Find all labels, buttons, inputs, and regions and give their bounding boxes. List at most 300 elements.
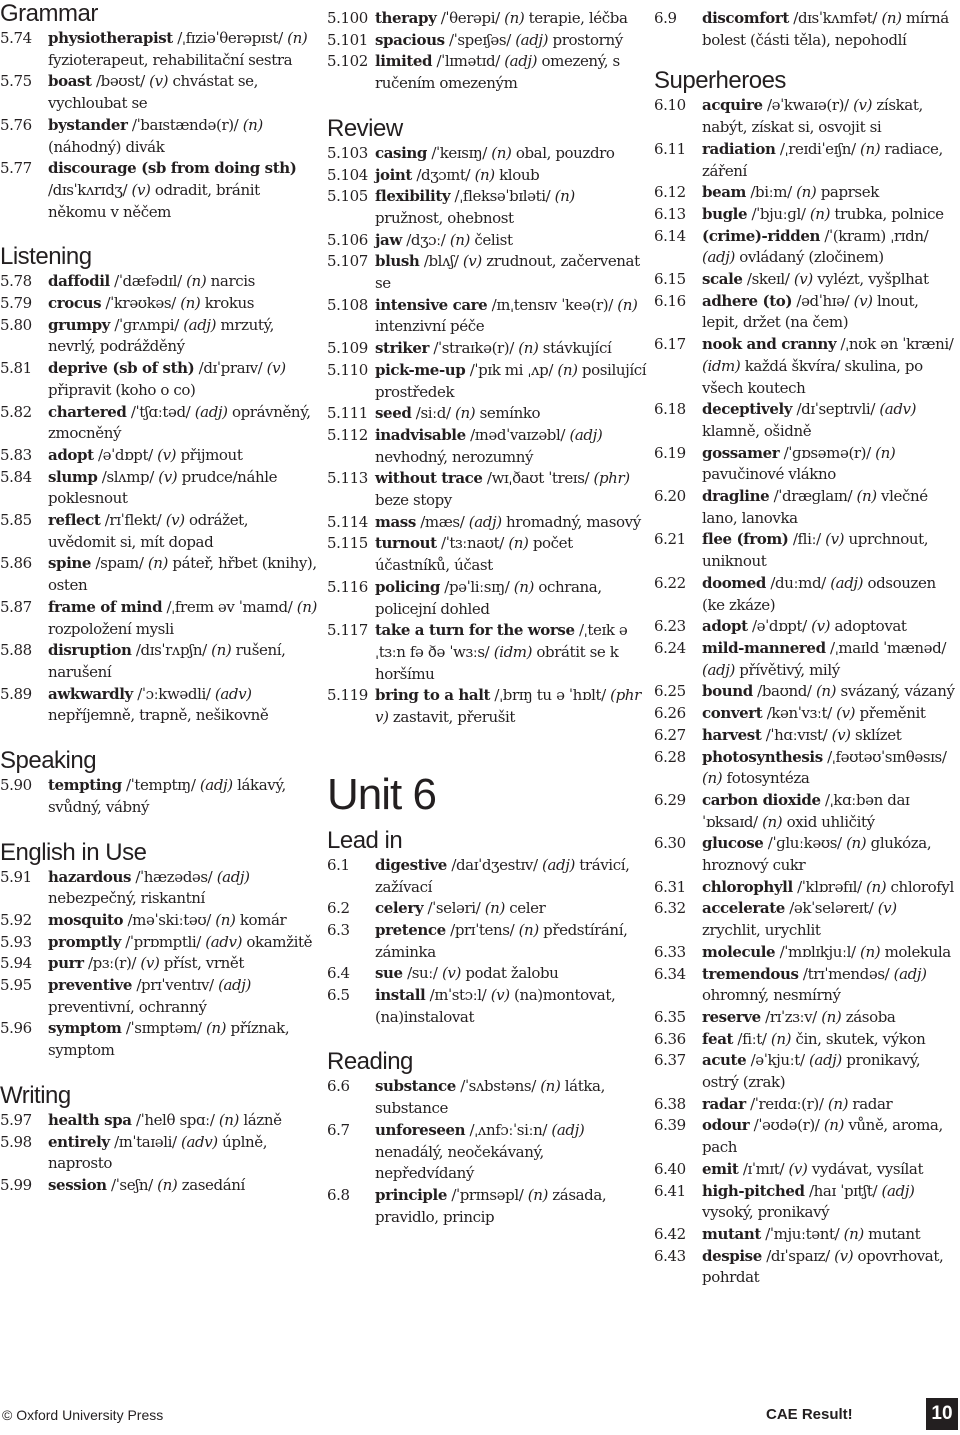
translation: připravit (koho o co): [48, 380, 196, 399]
translation: nepříjemně, trapně, nešikovně: [48, 706, 269, 725]
pronunciation: /duːmd/: [766, 573, 831, 592]
part-of-speech: (adj): [830, 573, 864, 592]
part-of-speech: (v): [441, 964, 461, 983]
vocab-entry: [0, 71, 318, 114]
part-of-speech: (n): [287, 29, 308, 47]
headword: feat: [702, 1029, 734, 1048]
vocab-entry: [0, 953, 318, 975]
headword: physiotherapist: [48, 29, 173, 47]
entry-text: [375, 855, 647, 898]
entry-number: 6.13: [654, 204, 686, 223]
pronunciation: /ˈprɒmptli/: [120, 932, 206, 951]
translation: úplně, naprosto: [48, 1132, 268, 1173]
translation: oxid uhličitý: [782, 812, 875, 831]
translation: zásada, pravidlo, princip: [375, 1185, 607, 1226]
part-of-speech: (idm): [702, 356, 741, 375]
pronunciation: /pəˈliːsɪŋ/: [439, 577, 514, 596]
vocab-entry: [0, 597, 318, 640]
entry-text: [48, 684, 318, 727]
copyright-notice: © Oxford University Press: [2, 1407, 164, 1423]
vocab-entry: [654, 1029, 958, 1051]
translation: pružnost, ohebnost: [375, 208, 514, 227]
part-of-speech: (adj): [569, 425, 603, 444]
entry-text: [48, 975, 318, 1018]
headword: convert: [702, 704, 763, 723]
entry-text: [48, 553, 318, 596]
part-of-speech: (n): [186, 272, 207, 291]
entry-number: 5.92: [0, 910, 32, 929]
entry-text: [48, 271, 318, 293]
translation: lákavý, svůdný, vábný: [48, 776, 286, 816]
pronunciation: /skeɪl/: [742, 270, 794, 289]
column-1: [0, 0, 318, 1197]
pronunciation: /ˈseləri/: [423, 899, 485, 918]
pronunciation: /mæs/: [415, 512, 469, 531]
pronunciation: /ɪˈmɪt/: [738, 1159, 789, 1178]
pronunciation: /ˈɡɒsəmə(r)/: [779, 443, 876, 462]
translation: čelist: [470, 230, 513, 249]
section-heading: Reading: [327, 1048, 413, 1076]
translation: rušení, narušení: [48, 641, 286, 681]
entry-number: 6.4: [327, 964, 350, 983]
translation: sklízet: [850, 725, 902, 744]
translation: paprsek: [816, 183, 879, 202]
pronunciation: /ˈbjuːɡl/: [747, 204, 810, 223]
entry-number: 6.3: [327, 920, 350, 939]
translation: rozpoložení mysli: [48, 619, 174, 638]
pronunciation: /prɪˈtens/: [445, 920, 519, 939]
vocab-entry: [654, 291, 958, 334]
entry-text: [702, 204, 958, 226]
vocab-entry: [654, 443, 958, 486]
headword: slump: [48, 467, 98, 486]
entry-text: [375, 1185, 647, 1228]
entry-text: [48, 71, 318, 114]
translation: lnout, lepit, držet (na čem): [702, 291, 919, 332]
headword: policing: [375, 577, 440, 596]
entry-number: 6.8: [327, 1185, 350, 1204]
translation: klamně, ošidně: [702, 421, 812, 440]
entry-number: 5.93: [0, 932, 32, 951]
entry-number: 5.106: [327, 230, 368, 249]
headword: despise: [702, 1246, 762, 1265]
entry-text: [375, 230, 647, 252]
translation: vlečné lano, lanovka: [702, 487, 928, 527]
vocab-entry: [0, 158, 318, 223]
vocab-entry: [327, 51, 647, 94]
pronunciation: /əˈkwaɪə(r)/: [762, 96, 854, 115]
headword: turnout: [375, 534, 437, 553]
pronunciation: /ɪnədˈvaɪzəbl/: [465, 425, 570, 444]
part-of-speech: (n): [796, 183, 817, 202]
entry-text: [48, 1018, 318, 1061]
translation: zrychlit, urychlit: [702, 921, 821, 940]
headword: jaw: [375, 230, 402, 249]
entry-number: 5.112: [327, 425, 368, 444]
entry-text: [375, 685, 647, 728]
entry-number: 5.114: [327, 512, 368, 531]
part-of-speech: (n): [242, 115, 263, 134]
part-of-speech: (v): [834, 1246, 854, 1265]
translation: okamžitě: [242, 932, 313, 951]
entry-number: 6.1: [327, 855, 350, 874]
entry-number: 6.7: [327, 1120, 350, 1139]
entry-text: [48, 1110, 318, 1132]
section-heading: Listening: [0, 243, 92, 271]
translation: ochrana, policejní dohled: [375, 577, 602, 618]
entry-number: 5.94: [0, 954, 32, 973]
headword: tempting: [48, 776, 122, 795]
entry-text: [48, 640, 318, 683]
pronunciation: /ˈəʊdə(r)/: [749, 1116, 824, 1135]
part-of-speech: (adj): [702, 660, 735, 679]
entry-number: 6.16: [654, 291, 686, 310]
vocab-entry: [654, 681, 958, 703]
pronunciation: /kənˈvɜːt/: [762, 704, 837, 723]
part-of-speech: (n): [518, 339, 539, 358]
translation: odradit, bránit někomu v něčem: [48, 180, 260, 221]
part-of-speech: (n): [527, 1185, 548, 1204]
translation: nevhodný, nerozumný: [375, 447, 534, 466]
pronunciation: /trɪˈmendəs/: [798, 964, 894, 983]
part-of-speech: (adj): [881, 1181, 915, 1200]
vocab-entry: [654, 1007, 958, 1029]
translation: trávicí, zažívací: [375, 855, 630, 896]
translation: předstírání, záminka: [375, 920, 628, 961]
part-of-speech: (adj): [551, 1120, 585, 1139]
headword: health spa: [48, 1110, 132, 1129]
vocab-entry: [327, 985, 647, 1028]
entry-number: 5.76: [0, 115, 32, 134]
entry-text: [702, 616, 958, 638]
part-of-speech: (n): [875, 443, 896, 462]
vocab-entry: [654, 95, 958, 138]
part-of-speech: (adj): [504, 52, 538, 71]
pronunciation: /ˈmɒlɪkjuːl/: [775, 942, 861, 961]
entry-number: 5.98: [0, 1132, 32, 1151]
entry-number: 5.115: [327, 534, 368, 553]
pronunciation: /ˌmaɪld ˈmænəd/: [825, 638, 946, 657]
entry-number: 5.81: [0, 359, 32, 378]
entry-text: [48, 510, 318, 553]
translation: adoptovat: [830, 617, 907, 636]
headword: deceptively: [702, 400, 793, 419]
headword: mass: [375, 512, 416, 531]
entry-text: [702, 269, 958, 291]
entry-number: 5.103: [327, 143, 368, 162]
entry-number: 6.23: [654, 617, 686, 636]
entry-text: [375, 985, 647, 1028]
entry-number: 6.43: [654, 1246, 686, 1265]
translation: podat žalobu: [460, 964, 559, 983]
part-of-speech: (n): [843, 1224, 864, 1243]
entry-number: 6.9: [654, 9, 677, 27]
part-of-speech: (adj): [218, 976, 251, 995]
entry-text: [702, 681, 958, 703]
headword: promptly: [48, 932, 121, 951]
pronunciation: /ˌkɑːbən daɪˈɒksaɪd/: [702, 790, 910, 831]
entry-number: 6.40: [654, 1159, 686, 1178]
entry-text: [375, 403, 647, 425]
headword: beam: [702, 183, 747, 202]
part-of-speech: (n): [866, 877, 887, 896]
entry-number: 5.110: [327, 360, 368, 379]
section-heading: Speaking: [0, 747, 97, 775]
translation: zasedání: [177, 1175, 245, 1194]
entry-number: 5.89: [0, 684, 32, 703]
vocab-entry: [327, 165, 647, 187]
translation: mrzutý, nevrlý, podrážděný: [48, 315, 274, 356]
entry-text: [702, 1094, 958, 1116]
entry-number: 5.85: [0, 511, 32, 530]
part-of-speech: (n): [827, 1094, 849, 1113]
headword: limited: [375, 52, 433, 71]
pronunciation: /ˈhɑːvɪst/: [761, 725, 832, 744]
headword: chartered: [48, 402, 127, 421]
part-of-speech: (v): [811, 617, 831, 636]
part-of-speech: (adv): [181, 1132, 218, 1151]
pronunciation: /ˌnʊk ən ˈkræni/: [836, 335, 954, 354]
translation: nebezpečný, riskantní: [48, 889, 205, 908]
headword: radiation: [702, 139, 776, 158]
vocab-entry: [0, 975, 318, 1018]
headword: deprive (sb of sth): [48, 359, 195, 378]
entry-number: 5.102: [327, 52, 368, 71]
pronunciation: /ədˈhɪə/: [792, 291, 854, 310]
pronunciation: /ˈsɪmptəm/: [121, 1019, 206, 1038]
pronunciation: /əˈdɒpt/: [747, 617, 812, 636]
pronunciation: /ˈlɪmətɪd/: [432, 52, 505, 71]
pronunciation: /dɪˈspaɪz/: [761, 1246, 835, 1265]
translation: fotosyntéza: [722, 769, 810, 788]
entry-text: [702, 1181, 958, 1224]
translation: zrudnout, začervenat se: [375, 252, 640, 293]
part-of-speech: (n): [180, 294, 201, 313]
translation: radiace, záření: [702, 139, 943, 180]
entry-text: [375, 338, 647, 360]
translation: terapie, léčba: [524, 9, 628, 27]
headword: purr: [48, 954, 84, 973]
entry-number: 5.105: [327, 187, 368, 206]
part-of-speech: (v): [266, 359, 286, 378]
translation: glukóza, hroznový cukr: [702, 834, 932, 875]
vocab-entry: [654, 486, 958, 529]
vocab-entry: [0, 640, 318, 683]
part-of-speech: (v): [836, 704, 856, 723]
pronunciation: /ˈkeɪsɪŋ/: [427, 143, 492, 162]
pronunciation: /əˈdɒpt/: [93, 445, 158, 464]
part-of-speech: (n): [860, 139, 881, 158]
entry-text: [702, 573, 958, 616]
headword: spine: [48, 554, 92, 573]
vocab-entry: [0, 445, 318, 467]
pronunciation: /ˈ(kraɪm) ˌrɪdn/: [820, 226, 929, 245]
vocab-entry: [327, 143, 647, 165]
entry-text: [48, 932, 318, 954]
headword: scale: [702, 270, 743, 289]
entry-number: 6.42: [654, 1224, 686, 1243]
pronunciation: /ˈkrəʊkəs/: [101, 294, 181, 313]
entry-text: [375, 186, 647, 229]
vocab-entry: [327, 533, 647, 576]
translation: odrážet, uvědomit si, mít dopad: [48, 511, 249, 551]
part-of-speech: (v): [831, 725, 851, 744]
vocab-entry: [0, 1175, 318, 1197]
headword: pick-me-up: [375, 360, 466, 379]
pronunciation: /prɪˈventɪv/: [132, 976, 219, 995]
entry-number: 5.90: [0, 776, 32, 795]
headword: flexibility: [375, 187, 451, 206]
pronunciation: /ˈstraɪkə(r)/: [429, 339, 519, 358]
vocab-entry: [654, 529, 958, 572]
entry-text: [48, 28, 318, 71]
translation: zásoba: [841, 1007, 896, 1026]
part-of-speech: (n): [491, 143, 512, 162]
entry-text: [702, 291, 958, 334]
part-of-speech: (adj): [702, 248, 735, 267]
translation: přívětivý, milý: [734, 660, 840, 679]
part-of-speech: (v): [158, 467, 178, 486]
part-of-speech: (n): [518, 920, 539, 939]
part-of-speech: (v): [877, 899, 897, 918]
vocab-entry: [327, 8, 647, 30]
pronunciation: /məˈskiːtəʊ/: [123, 910, 216, 929]
headword: take a turn for the worse: [375, 621, 575, 640]
headword: odour: [702, 1116, 750, 1135]
pronunciation: /dʒɔː/: [401, 230, 450, 249]
entry-number: 6.34: [654, 964, 686, 983]
part-of-speech: (n): [770, 1029, 792, 1048]
translation: narcis: [206, 272, 255, 291]
translation: ovládaný (zločinem): [734, 248, 884, 267]
pronunciation: /siːd/: [411, 404, 456, 423]
part-of-speech: (v): [490, 986, 510, 1005]
part-of-speech: (n): [455, 404, 476, 423]
pronunciation: /blʌʃ/: [419, 252, 463, 271]
entry-text: [702, 833, 958, 876]
entry-text: [48, 1175, 318, 1197]
headword: reserve: [702, 1007, 761, 1026]
entry-number: 6.11: [654, 139, 686, 158]
translation: vysoký, pronikavý: [702, 1203, 830, 1222]
vocab-entry: [327, 251, 647, 294]
part-of-speech: (n): [823, 1116, 844, 1135]
headword: symptom: [48, 1019, 122, 1038]
pronunciation: /dʒɔɪnt/: [411, 165, 475, 184]
vocab-entry: [654, 898, 958, 941]
entry-number: 5.100: [327, 9, 368, 27]
vocab-entry: [327, 577, 647, 620]
entry-number: 5.97: [0, 1110, 32, 1129]
part-of-speech: (v): [131, 180, 151, 199]
part-of-speech: (n): [474, 165, 495, 184]
entry-text: [702, 1050, 958, 1093]
pronunciation: /haɪ ˈpɪtʃt/: [804, 1181, 882, 1200]
vocab-entry: [0, 1132, 318, 1175]
entry-number: 6.31: [654, 877, 686, 896]
headword: frame of mind: [48, 597, 163, 616]
headword: entirely: [48, 1132, 110, 1151]
entry-number: 6.24: [654, 638, 686, 657]
vocab-entry: [654, 790, 958, 833]
entry-number: 6.29: [654, 790, 686, 809]
pronunciation: /ˈseʃn/: [106, 1175, 158, 1194]
translation: odsouzen (ke zkáze): [702, 573, 936, 614]
vocab-entry: [654, 204, 958, 226]
vocab-entry: [0, 271, 318, 293]
entry-text: [375, 577, 647, 620]
entry-text: [702, 399, 958, 442]
translation: chvástat se, vychloubat se: [48, 72, 258, 113]
vocab-entry: [327, 338, 647, 360]
entry-number: 5.95: [0, 976, 32, 995]
translation: počet účastníků, účast: [375, 534, 573, 575]
vocab-entry: [654, 1246, 958, 1289]
entry-text: [48, 293, 318, 315]
entry-number: 5.109: [327, 339, 368, 358]
entry-number: 6.28: [654, 747, 686, 766]
pronunciation: /ˈθerəpi/: [436, 9, 505, 27]
translation: radar: [848, 1094, 893, 1113]
entry-number: 5.116: [327, 577, 368, 596]
part-of-speech: (idm): [493, 642, 533, 661]
entry-number: 6.26: [654, 704, 686, 723]
translation: krokus: [200, 294, 255, 313]
vocab-entry: [327, 295, 647, 338]
part-of-speech: (adj): [515, 30, 549, 49]
headword: joint: [375, 165, 412, 184]
entry-text: [702, 334, 958, 399]
vocab-entry: [654, 139, 958, 182]
entry-text: [48, 115, 318, 158]
part-of-speech: (v): [149, 72, 169, 91]
part-of-speech: (adv): [879, 400, 917, 419]
entry-text: [375, 620, 647, 685]
translation: uprchnout, uniknout: [702, 530, 929, 571]
headword: seed: [375, 404, 412, 423]
headword: grumpy: [48, 315, 110, 334]
entry-text: [702, 529, 958, 572]
page-number: 10: [926, 1398, 958, 1430]
headword: gossamer: [702, 443, 780, 462]
headword: acquire: [702, 96, 763, 115]
pronunciation: /ˌfleksəˈbɪləti/: [450, 187, 555, 206]
entry-text: [48, 910, 318, 932]
entry-text: [48, 953, 318, 975]
entry-text: [48, 445, 318, 467]
entry-number: 5.82: [0, 402, 32, 421]
vocab-entry: [327, 1120, 647, 1185]
translation: vylézt, vyšplhat: [812, 270, 929, 289]
translation: přeměnit: [855, 704, 926, 723]
pronunciation: /ˈreɪdɑː(r)/: [745, 1094, 828, 1113]
entry-text: [48, 867, 318, 910]
pronunciation: /ˈɡluːkəʊs/: [763, 834, 847, 853]
translation: čin, skutek, výkon: [791, 1029, 926, 1048]
entry-number: 6.36: [654, 1029, 686, 1048]
part-of-speech: (phr): [593, 469, 630, 488]
pronunciation: /bəʊst/: [91, 72, 150, 91]
vocab-entry: [654, 877, 958, 899]
vocab-entry: [654, 269, 958, 291]
section-heading: English in Use: [0, 838, 147, 866]
headword: adopt: [48, 445, 94, 464]
entry-number: 6.39: [654, 1116, 686, 1135]
vocab-entry: [327, 512, 647, 534]
pronunciation: /ˈɡrʌmpi/: [109, 315, 184, 334]
part-of-speech: (v): [462, 252, 482, 271]
entry-text: [702, 790, 958, 833]
